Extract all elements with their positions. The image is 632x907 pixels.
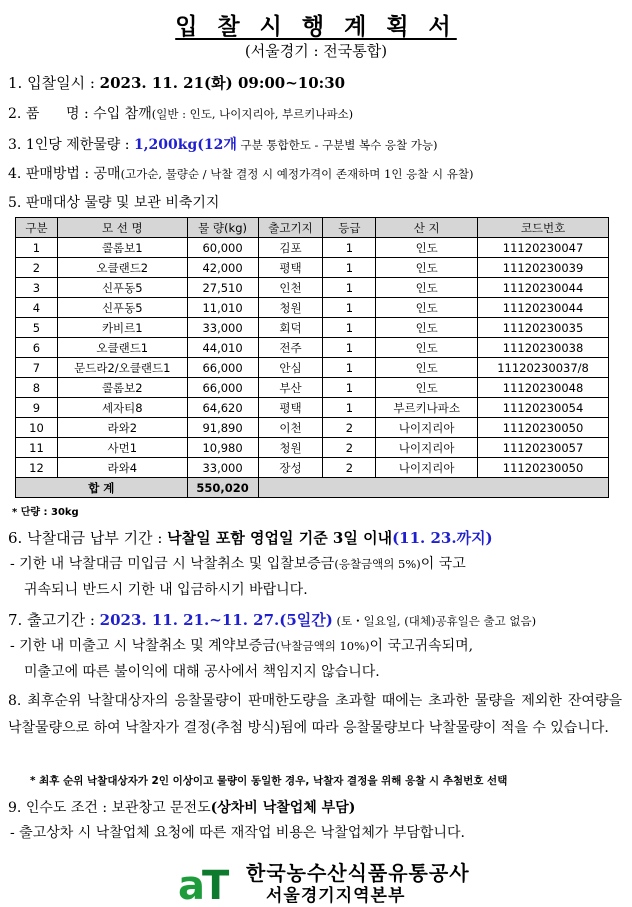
unit-note: * 단량 : 30kg <box>12 507 79 518</box>
table-cell: 1 <box>323 278 376 298</box>
table-cell: 1 <box>323 258 376 278</box>
table-cell: 27,510 <box>187 278 258 298</box>
table-cell: 평택 <box>258 398 323 418</box>
table-cell: 42,000 <box>187 258 258 278</box>
table-cell: 11120230035 <box>478 318 609 338</box>
table-cell: 1 <box>323 378 376 398</box>
table-row <box>16 358 609 378</box>
table-cell: 11120230057 <box>478 438 609 458</box>
table-cell: 11120230037/8 <box>478 358 609 378</box>
item-4 <box>8 163 624 183</box>
table-cell: 8 <box>16 378 58 398</box>
table-row <box>16 418 609 438</box>
item-4-note: (고가순, 물량순 / 낙찰 결정 시 예정가격이 존재하며 1인 응찰 시 유찰) <box>120 167 474 181</box>
item-3-note: 구분 통합한도 - 구분별 복수 응찰 가능) <box>236 138 438 152</box>
table-cell: 라와2 <box>57 418 187 438</box>
table-cell: 11120230039 <box>478 258 609 278</box>
table-cell: 인도 <box>376 378 478 398</box>
table-cell: 부산 <box>258 378 323 398</box>
item-6-note-1 <box>10 551 622 577</box>
table-cell: 나이지리아 <box>376 418 478 438</box>
table-cell: 안심 <box>258 358 323 378</box>
total-empty <box>258 478 608 498</box>
table-cell: 인도 <box>376 258 478 278</box>
table-cell: 1 <box>323 238 376 258</box>
payment-deadline: 낙찰일 포함 영업일 기준 3일 이내 <box>167 529 393 547</box>
table-row <box>16 398 609 418</box>
table-row <box>16 278 609 298</box>
table-cell: 장성 <box>258 458 323 478</box>
table-cell: 신푸동5 <box>57 298 187 318</box>
item-7-note-2: 미출고에 따른 불이익에 대해 공사에서 책임지지 않습니다. <box>24 664 380 680</box>
table-cell: 평택 <box>258 258 323 278</box>
table-row <box>16 318 609 338</box>
table-cell: 11120230054 <box>478 398 609 418</box>
table-cell: 이천 <box>258 418 323 438</box>
table-cell: 청원 <box>258 438 323 458</box>
col-header: 코드번호 <box>478 218 609 238</box>
col-header: 등급 <box>323 218 376 238</box>
footer <box>0 857 632 906</box>
table-cell: 4 <box>16 298 58 318</box>
item-7-number: 7. <box>8 611 23 629</box>
item-9-note: - 출고상차 시 낙찰업체 요청에 따른 재작업 비용은 낙찰업체가 부담합니다. <box>10 825 465 841</box>
organization-name: 한국농수산식품유통공사 <box>246 861 470 885</box>
table-cell: 11,010 <box>187 298 258 318</box>
table-row <box>16 458 609 478</box>
table-cell: 6 <box>16 338 58 358</box>
table-cell: 11 <box>16 438 58 458</box>
limit-quantity: 1,200kg(12개 <box>133 137 237 153</box>
item-6-label: 낙찰대금 납부 기간 : <box>27 529 168 547</box>
table-cell: 1 <box>323 398 376 418</box>
col-header: 출고기지 <box>258 218 323 238</box>
table-cell: 11120230050 <box>478 418 609 438</box>
table-cell: 신푸동5 <box>57 278 187 298</box>
table-cell: 10,980 <box>187 438 258 458</box>
item-7-label: 출고기간 : <box>27 611 100 629</box>
item-2-label: 품 명 : 수입 참깨 <box>25 106 152 122</box>
payment-date: (11. 23.까지) <box>392 529 493 547</box>
item-6-note-text: - 기한 내 낙찰대금 미입금 시 낙찰취소 및 입찰보증금 <box>10 556 335 572</box>
table-cell: 66,000 <box>187 378 258 398</box>
table-cell: 회덕 <box>258 318 323 338</box>
table-row <box>16 298 609 318</box>
item-1 <box>8 72 624 93</box>
table-cell: 33,000 <box>187 458 258 478</box>
bid-datetime: 2023. 11. 21(화) 09:00~10:30 <box>99 74 346 92</box>
item-9-condition: (상차비 낙찰업체 부담) <box>210 800 356 816</box>
item-2-number: 2. <box>8 106 22 122</box>
table-cell: 60,000 <box>187 238 258 258</box>
item-3-number: 3. <box>8 137 22 153</box>
table-cell: 10 <box>16 418 58 438</box>
item-2-note: (일반 : 인도, 나이지리아, 부르키나파소) <box>151 107 354 121</box>
item-5 <box>8 192 624 212</box>
table-cell: 인천 <box>258 278 323 298</box>
item-2 <box>8 103 624 123</box>
table-cell: 66,000 <box>187 358 258 378</box>
table-cell: 2 <box>323 458 376 478</box>
table-cell: 2 <box>16 258 58 278</box>
item-8: 8. 최후순위 낙찰대상자의 응찰물량이 판매한도량을 초과할 때에는 초과한 물량을 제외한 잔여량을 낙찰물량으로 하여 낙찰자가 결정(추첨 방식)됨에 따라 응찰물량보다 낙찰물량이 적을 수 있습니다. <box>8 693 622 736</box>
table-cell: 3 <box>16 278 58 298</box>
table-cell: 11120230038 <box>478 338 609 358</box>
table-cell: 9 <box>16 398 58 418</box>
item-7-note-1 <box>10 633 622 659</box>
table-row <box>16 338 609 358</box>
table-cell: 11120230048 <box>478 378 609 398</box>
item-5-label: 판매대상 물량 및 보관 비축기지 <box>25 195 220 211</box>
table-cell: 사먼1 <box>57 438 187 458</box>
item-6-note-small: (응찰금액의 5%) <box>334 557 421 571</box>
table-cell: 콜롬보1 <box>57 238 187 258</box>
item-9-label: 인수도 조건 : 보관창고 문전도 <box>25 800 211 816</box>
item-6-note-2: 귀속되니 반드시 기한 내 입금하시기 바랍니다. <box>24 582 308 598</box>
table-cell: 오클랜드2 <box>57 258 187 278</box>
col-header: 모 선 명 <box>57 218 187 238</box>
document-title: 입 찰 시 행 계 획 서 <box>175 13 457 40</box>
item-6 <box>8 527 624 548</box>
table-cell: 44,010 <box>187 338 258 358</box>
table-cell: 라와4 <box>57 458 187 478</box>
table-cell: 인도 <box>376 358 478 378</box>
table-cell: 91,890 <box>187 418 258 438</box>
shipping-period: 2023. 11. 21.~11. 27.(5일간) <box>99 611 333 629</box>
table-cell: 1 <box>323 298 376 318</box>
table-row <box>16 438 609 458</box>
table-cell: 나이지리아 <box>376 458 478 478</box>
table-cell: 김포 <box>258 238 323 258</box>
item-7 <box>8 609 624 630</box>
item-5-number: 5. <box>8 195 22 211</box>
item-7-note-text: - 기한 내 미출고 시 낙찰취소 및 계약보증금 <box>10 638 276 654</box>
logo-t: T <box>202 863 230 903</box>
item-1-number: 1. <box>8 74 23 92</box>
item-1-label: 입찰일시 : <box>27 74 100 92</box>
table-cell: 인도 <box>376 238 478 258</box>
item-3-label: 1인당 제한물량 : <box>25 137 134 153</box>
table-cell: 청원 <box>258 298 323 318</box>
total-value: 550,020 <box>187 478 258 498</box>
table-cell: 2 <box>323 438 376 458</box>
table-cell: 인도 <box>376 278 478 298</box>
table-cell: 11120230050 <box>478 458 609 478</box>
item-6-note-text-b: 이 국고 <box>420 556 466 572</box>
table-cell: 1 <box>323 358 376 378</box>
item-7-note-text-b: 이 국고귀속되며, <box>369 638 474 654</box>
table-cell: 1 <box>323 338 376 358</box>
document-subtitle: (서울경기 : 전국통합) <box>244 42 388 60</box>
table-cell: 11120230044 <box>478 278 609 298</box>
total-label: 합 계 <box>16 478 188 498</box>
table-header-row <box>16 218 609 238</box>
item-7-note-small: (낙찰금액의 10%) <box>275 639 370 653</box>
table-row <box>16 258 609 278</box>
table-cell: 문드라2/오클랜드1 <box>57 358 187 378</box>
item-4-label: 판매방법 : 공매 <box>25 166 121 182</box>
item-9-number: 9. <box>8 800 22 816</box>
table-cell: 세자티8 <box>57 398 187 418</box>
table-row <box>16 378 609 398</box>
document-title-wrap <box>0 8 632 41</box>
item-4-number: 4. <box>8 166 22 182</box>
table-cell: 부르키나파소 <box>376 398 478 418</box>
table-cell: 인도 <box>376 298 478 318</box>
table-cell: 1 <box>16 238 58 258</box>
item-3 <box>8 134 624 154</box>
table-cell: 5 <box>16 318 58 338</box>
branch-name: 서울경기지역본부 <box>266 886 406 906</box>
logo-a: a <box>178 863 205 903</box>
table-cell: 나이지리아 <box>376 438 478 458</box>
col-header: 구분 <box>16 218 58 238</box>
table-cell: 오클랜드1 <box>57 338 187 358</box>
table-row <box>16 238 609 258</box>
stock-table <box>15 217 609 498</box>
table-total-row <box>16 478 609 498</box>
at-logo-icon <box>178 859 234 903</box>
item-9 <box>8 797 624 817</box>
item-7-note: (토・일요일, (대체)공휴일은 출고 없음) <box>332 614 537 628</box>
table-cell: 인도 <box>376 318 478 338</box>
table-cell: 33,000 <box>187 318 258 338</box>
table-cell: 전주 <box>258 338 323 358</box>
col-header: 물 량(kg) <box>187 218 258 238</box>
table-cell: 64,620 <box>187 398 258 418</box>
table-cell: 카비르1 <box>57 318 187 338</box>
table-cell: 콜롬보2 <box>57 378 187 398</box>
table-cell: 11120230047 <box>478 238 609 258</box>
item-6-number: 6. <box>8 529 23 547</box>
col-header: 산 지 <box>376 218 478 238</box>
table-cell: 11120230044 <box>478 298 609 318</box>
table-cell: 1 <box>323 318 376 338</box>
table-cell: 12 <box>16 458 58 478</box>
table-cell: 2 <box>323 418 376 438</box>
table-cell: 인도 <box>376 338 478 358</box>
item-8-note: * 최후 순위 낙찰대상자가 2인 이상이고 물량이 동일한 경우, 낙찰자 결정을 위해 응찰 시 추첨번호 선택 <box>30 775 508 787</box>
table-cell: 7 <box>16 358 58 378</box>
